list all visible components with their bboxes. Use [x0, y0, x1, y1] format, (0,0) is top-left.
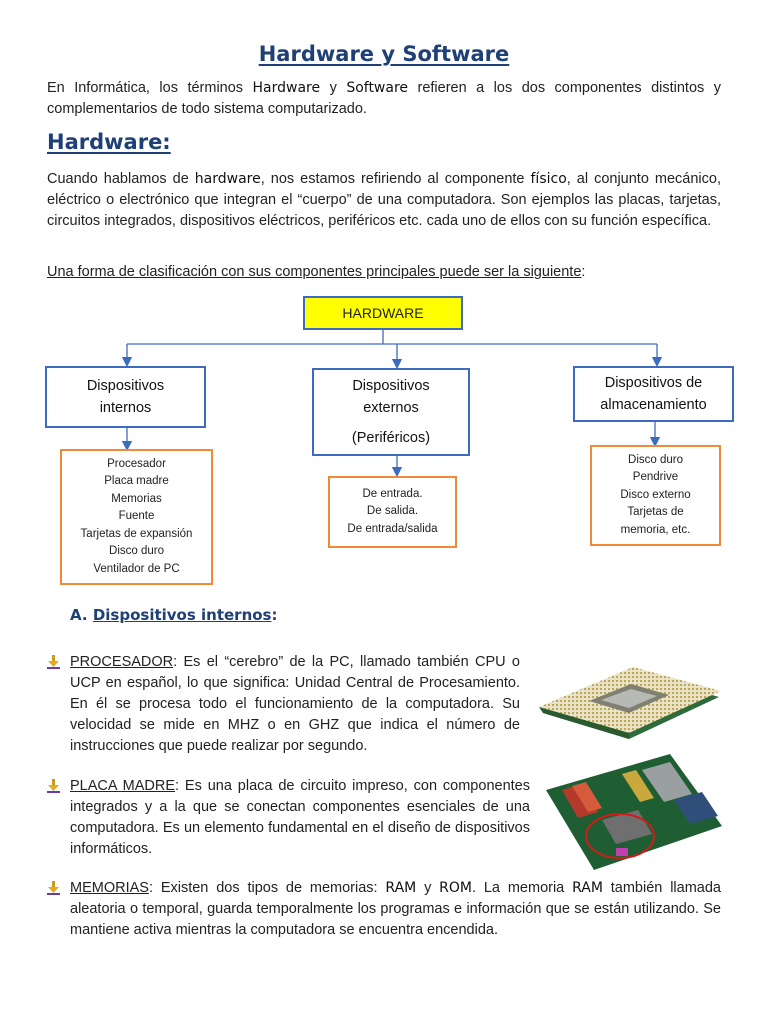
list-item: De entrada/salida [347, 522, 438, 535]
placa-madre-item [70, 776, 530, 860]
keyword-fisico: físico [530, 171, 567, 187]
placa-text: : Es una placa de circuito impreso, con componentes integrados y a la que se conectan componentes esenciales de una computadora. Es un elemento fundamental en el diseño de dispositivos informáticos. [70, 778, 530, 857]
intro-text: y [320, 80, 347, 96]
list-item: Disco duro [109, 545, 164, 558]
keyword-hardware: Hardware [252, 80, 321, 96]
memorias-text: también llamada aleatoria o temporal, guarda temporalmente los programas e información que se están utilizando. Se mantiene activa mientras la computadora se encuentra encendida. [70, 880, 721, 938]
classification-colon: : [581, 264, 586, 280]
classification-text: Una forma de clasificación con sus componentes principales puede ser la siguiente [47, 264, 582, 280]
hardware-text: , al conjunto mecánico, eléctrico o electrónico que integran el “cuerpo” de una computadora. Son ejemplos las placas, tarjetas, circuitos integrados, dispositivos eléctricos, periféricos etc. cada uno de ellos con su función específica. [47, 171, 721, 229]
list-item: Placa madre [104, 475, 169, 488]
hardware-root-box: HARDWARE [303, 296, 463, 330]
externos-title: Dispositivos externos [352, 378, 430, 416]
almacenamiento-box: Dispositivos de almacenamiento [573, 366, 734, 422]
hardware-text: Cuando hablamos de [47, 171, 195, 187]
classification-line [47, 262, 721, 283]
section-title: Dispositivos internos [92, 606, 272, 624]
bullet-arrow-icon [46, 880, 62, 896]
keyword-software: Software [346, 80, 409, 96]
hardware-text: , nos estamos refiriendo al componente [260, 171, 531, 187]
memorias-text: y [416, 880, 440, 896]
externos-list [328, 476, 457, 548]
bullet-arrow-icon [46, 654, 62, 670]
page-title: Hardware y Software [258, 42, 510, 66]
list-item: De entrada. [362, 487, 423, 500]
memorias-text: . La memoria [472, 880, 573, 896]
intro-text: En Informática, los términos [47, 80, 253, 96]
intro-text: refieren a los dos componentes distintos y complementarios de todo sistema computarizado. [47, 80, 721, 117]
processor-image [531, 651, 726, 744]
procesador-text: : Es el “cerebro” de la PC, llamado también CPU o UCP en español, lo que significa: Unidad Central de Procesamiento. En él se procesa todo el funcionamiento de la computadora. Su velocidad se mide en MHZ o en GHZ que indica el número de instrucciones que puede realizar por segundo. [70, 654, 520, 754]
hardware-paragraph [47, 169, 721, 232]
list-item: Memorias [111, 492, 162, 505]
list-item: Disco duro [628, 453, 683, 466]
placa-label: PLACA MADRE [70, 778, 175, 794]
almacenamiento-list [590, 445, 721, 546]
bullet-arrow-icon [46, 778, 62, 794]
procesador-label: PROCESADOR [70, 654, 174, 670]
intro-paragraph [47, 78, 721, 120]
list-item: Tarjetas de memoria, etc. [620, 506, 691, 536]
list-item: Pendrive [632, 471, 679, 484]
list-item: Fuente [118, 510, 155, 523]
procesador-item [70, 652, 520, 757]
section-a-heading [70, 606, 277, 624]
list-item: Disco externo [620, 488, 691, 501]
section-colon: : [271, 606, 278, 624]
section-letter: A. [70, 606, 88, 624]
memorias-text: : Existen dos tipos de memorias: [148, 880, 386, 896]
internos-list [60, 449, 213, 585]
list-item: De salida. [366, 505, 419, 518]
hardware-heading: Hardware: [47, 130, 171, 154]
motherboard-image [542, 750, 725, 873]
externos-box [312, 368, 470, 456]
keyword-ram: RAM [385, 880, 417, 896]
list-item: Procesador [107, 457, 166, 470]
list-item: Ventilador de PC [93, 562, 180, 575]
keyword-rom: ROM [439, 880, 472, 896]
externos-subtitle: (Periféricos) [351, 430, 431, 446]
list-item: Tarjetas de expansión [80, 527, 193, 540]
internos-box: Dispositivos internos [45, 366, 206, 428]
keyword-ram: RAM [572, 880, 603, 896]
memorias-label: MEMORIAS [70, 880, 149, 896]
memorias-item [70, 878, 721, 941]
keyword-hardware: hardware [194, 171, 261, 187]
